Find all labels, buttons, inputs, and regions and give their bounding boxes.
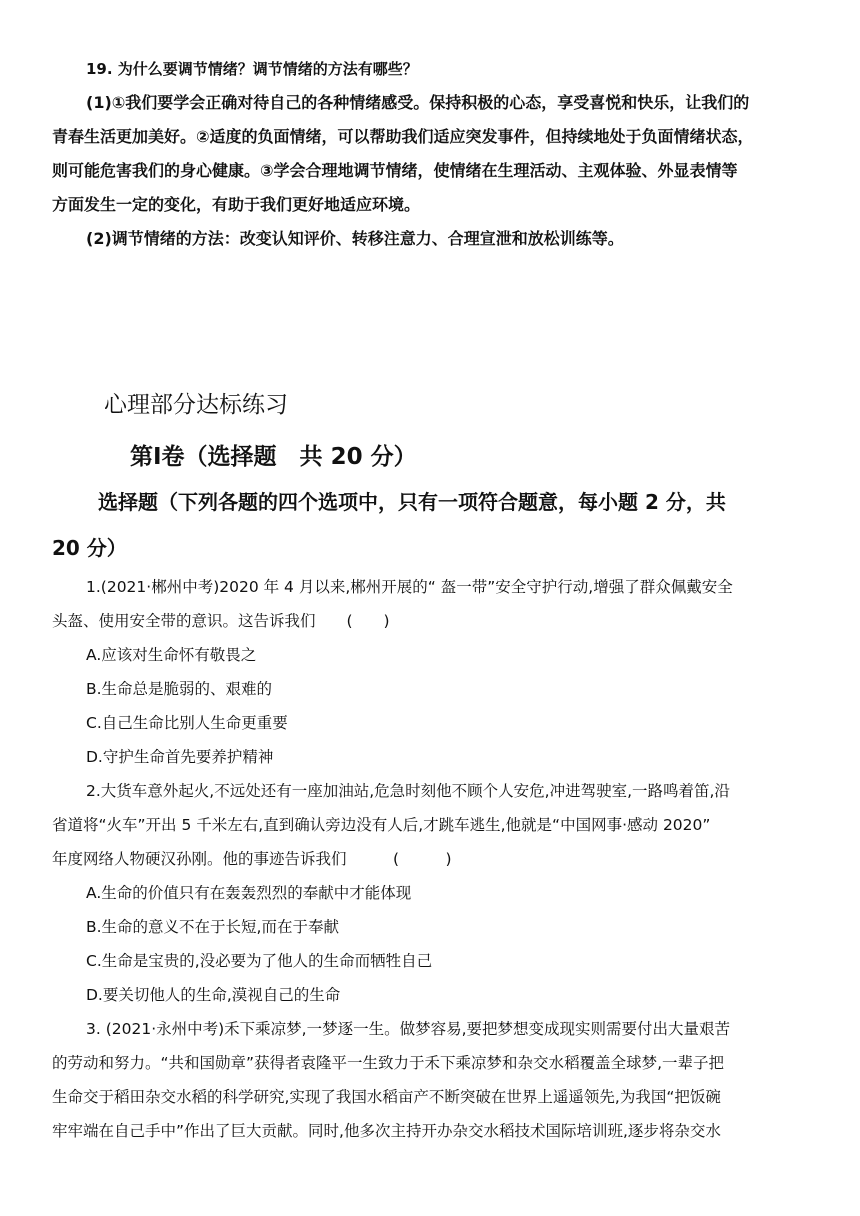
answer-paragraph-1-line-3: 则可能危害我们的身心健康。③学会合理地调节情绪，使情绪在生理活动、主观体验、外显表情等 <box>52 161 738 180</box>
question-1-option-c: C.自己生命比别人生命更重要 <box>86 714 288 732</box>
instructions-line-1: 选择题（下列各题的四个选项中，只有一项符合题意，每小题 2 分，共 <box>98 490 726 514</box>
question-1-option-b: B.生命总是脆弱的、艰难的 <box>86 680 273 698</box>
question-3-stem-line-4: 牢牢端在自己手中”作出了巨大贡献。同时,他多次主持开办杂交水稻技术国际培训班,逐步将杂交水 <box>52 1122 721 1140</box>
question-2-option-b: B.生命的意义不在于长短,而在于奉献 <box>86 918 339 936</box>
question-1-option-a: A.应该对生命怀有敬畏之 <box>86 646 257 664</box>
question-1-stem-line-1: 1.(2021·郴州中考)2020 年 4 月以来,郴州开展的“ 盔一带”安全守护行动,增强了群众佩戴安全 <box>86 578 733 596</box>
answer-paragraph-1-line-4: 方面发生一定的变化，有助于我们更好地适应环境。 <box>52 195 421 214</box>
answer-paragraph-1-line-2: 青春生活更加美好。②适度的负面情绪，可以帮助我们适应突发事件，但持续地处于负面情绪状态， <box>52 127 754 146</box>
instructions-line-2: 20 分） <box>52 536 127 560</box>
question-2-option-c: C.生命是宝贵的,没必要为了他人的生命而牺牲自己 <box>86 952 433 970</box>
answer-paragraph-2: (2)调节情绪的方法：改变认知评价、转移注意力、合理宣泄和放松训练等。 <box>86 229 624 248</box>
question-1-stem-line-2: 头盔、使用安全带的意识。这告诉我们 ( ) <box>52 612 390 630</box>
question-19-title: 19. 为什么要调节情绪？调节情绪的方法有哪些？ <box>86 60 418 78</box>
question-3-stem-line-2: 的劳动和努力。“共和国勋章”获得者袁隆平一生致力于禾下乘凉梦和杂交水稻覆盖全球梦,一辈子把 <box>52 1054 724 1072</box>
section-title: 心理部分达标练习 <box>104 392 288 418</box>
question-1-option-d: D.守护生命首先要养护精神 <box>86 748 274 766</box>
question-2-stem-line-3: 年度网络人物硬汉孙刚。他的事迹告诉我们 ( ) <box>52 850 452 868</box>
question-3-stem-line-3: 生命交于稻田杂交水稻的科学研究,实现了我国水稻亩产不断突破在世界上遥遥领先,为我国“把饭碗 <box>52 1088 721 1106</box>
question-2-option-d: D.要关切他人的生命,漠视自己的生命 <box>86 986 341 1004</box>
question-3-stem-line-1: 3. (2021·永州中考)禾下乘凉梦,一梦逐一生。做梦容易,要把梦想变成现实则需要付出大量艰苦 <box>86 1020 731 1038</box>
question-2-stem-line-1: 2.大货车意外起火,不远处还有一座加油站,危急时刻他不顾个人安危,冲进驾驶室,一路鸣着笛,沿 <box>86 782 730 800</box>
answer-paragraph-1-line-1: (1)①我们要学会正确对待自己的各种情绪感受。保持积极的心态，享受喜悦和快乐，让我们的 <box>86 93 750 112</box>
question-2-stem-line-2: 省道将“火车”开出 5 千米左右,直到确认旁边没有人后,才跳车逃生,他就是“中国网事·感动 2020” <box>52 816 711 834</box>
question-2-option-a: A.生命的价值只有在轰轰烈烈的奉献中才能体现 <box>86 884 412 902</box>
volume-title: 第Ⅰ卷（选择题 共 20 分） <box>130 444 417 470</box>
